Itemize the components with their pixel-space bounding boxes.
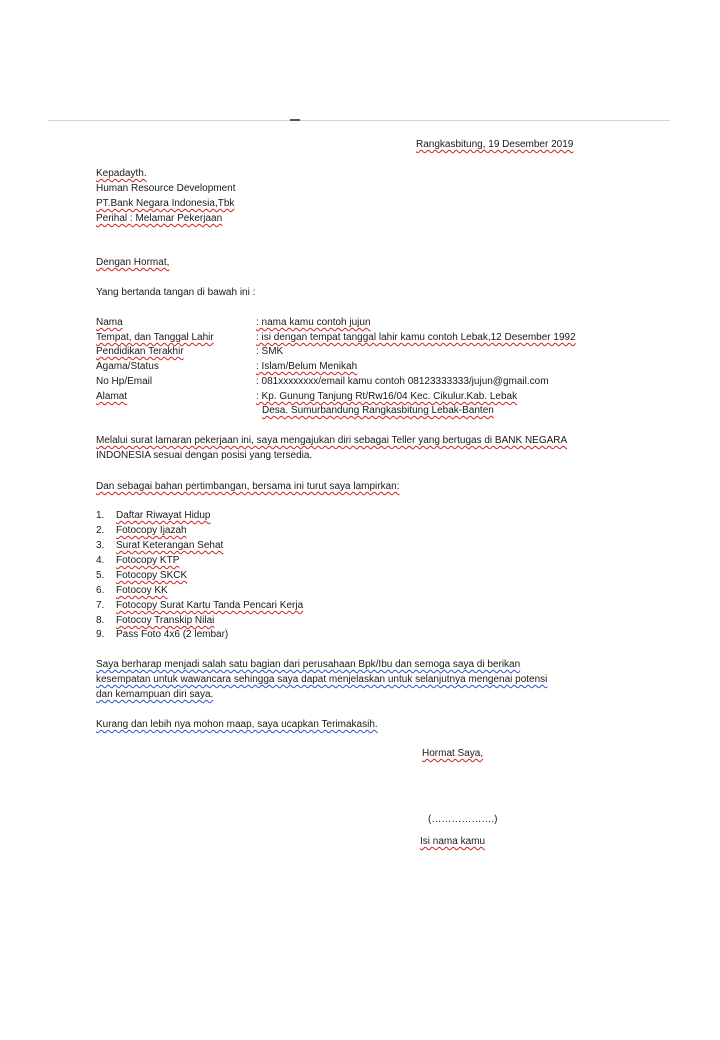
letter-subject: Perihal : Melamar Pekerjaan — [96, 213, 223, 224]
list-item: Surat Keterangan Sehat — [116, 540, 224, 551]
list-number: 2. — [96, 525, 105, 536]
field-value: : Islam/Belum Menikah — [256, 361, 358, 372]
list-item: Fotocopy Surat Kartu Tanda Pencari Kerja — [116, 600, 304, 611]
attachments-intro: Dan sebagai bahan pertimbangan, bersama ini turut saya lampirkan: — [96, 481, 400, 492]
field-value: : isi dengan tempat tanggal lahir kamu contoh Lebak,12 Desember 1992 — [256, 332, 576, 343]
list-number: 7. — [96, 600, 105, 611]
body-paragraph-line: INDONESIA sesuai dengan posisi yang tersedia. — [96, 450, 313, 461]
intro-line: Yang bertanda tangan di bawah ini : — [96, 287, 256, 298]
sign-off: Hormat Saya, — [422, 748, 484, 759]
list-item: Fotocopy Ijazah — [116, 525, 187, 536]
page-top-border — [48, 120, 670, 121]
field-value: : nama kamu contoh jujun — [256, 317, 371, 328]
list-number: 3. — [96, 540, 105, 551]
signer-name: Isi nama kamu — [420, 836, 486, 847]
field-label: Agama/Status — [96, 361, 159, 372]
list-item: Pass Foto 4x6 (2 lembar) — [116, 629, 229, 640]
recipient-dept: Human Resource Development — [96, 183, 236, 194]
recipient-to: Kepadayth. — [96, 168, 147, 179]
list-number: 1. — [96, 510, 105, 521]
field-label: Tempat, dan Tanggal Lahir — [96, 332, 214, 343]
signature-placeholder: (……………….) — [428, 814, 498, 825]
list-number: 6. — [96, 585, 105, 596]
field-value: : SMK — [256, 346, 284, 357]
list-number: 8. — [96, 615, 105, 626]
field-label: Nama — [96, 317, 123, 328]
body-paragraph-line: Melalui surat lamaran pekerjaan ini, saya mengajukan diri sebagai Teller yang bertugas di BANK NEGARA — [96, 435, 568, 446]
closing-thanks: Kurang dan lebih nya mohon maap, saya ucapkan Terimakasih. — [96, 719, 378, 730]
field-value: : 081xxxxxxxx/email kamu contoh 08123333333/jujun@gmail.com — [256, 376, 549, 387]
field-label: Alamat — [96, 391, 128, 402]
list-item: Daftar Riwayat Hidup — [116, 510, 211, 521]
closing-paragraph-line: kesempatan untuk wawancara sehingga saya dapat menjelaskan untuk selanjutnya mengenai potensi — [96, 674, 548, 685]
field-label: No Hp/Email — [96, 376, 153, 387]
field-value-continued: Desa. Sumurbandung Rangkasbitung Lebak-Banten — [262, 405, 494, 416]
field-label: Pendidikan Terakhir — [96, 346, 184, 357]
list-number: 9. — [96, 629, 105, 640]
recipient-company: PT.Bank Negara Indonesia,Tbk — [96, 198, 235, 209]
list-item: Fotocopy SKCK — [116, 570, 188, 581]
page-top-marker — [290, 119, 300, 121]
list-item: Fotocopy KTP — [116, 555, 180, 566]
closing-paragraph-line: dan kemampuan diri saya. — [96, 689, 214, 700]
greeting: Dengan Hormat, — [96, 257, 170, 268]
list-number: 5. — [96, 570, 105, 581]
list-item: Fotocoy Transkip Nilai — [116, 615, 215, 626]
place-date: Rangkasbitung, 19 Desember 2019 — [416, 139, 574, 150]
list-item: Fotocoy KK — [116, 585, 168, 596]
list-number: 4. — [96, 555, 105, 566]
closing-paragraph-line: Saya berharap menjadi salah satu bagian dari perusahaan Bpk/Ibu dan semoga saya di berikan — [96, 659, 521, 670]
field-value: : Kp. Gunung Tanjung Rt/Rw16/04 Kec. Cikulur.Kab. Lebak — [256, 391, 518, 402]
